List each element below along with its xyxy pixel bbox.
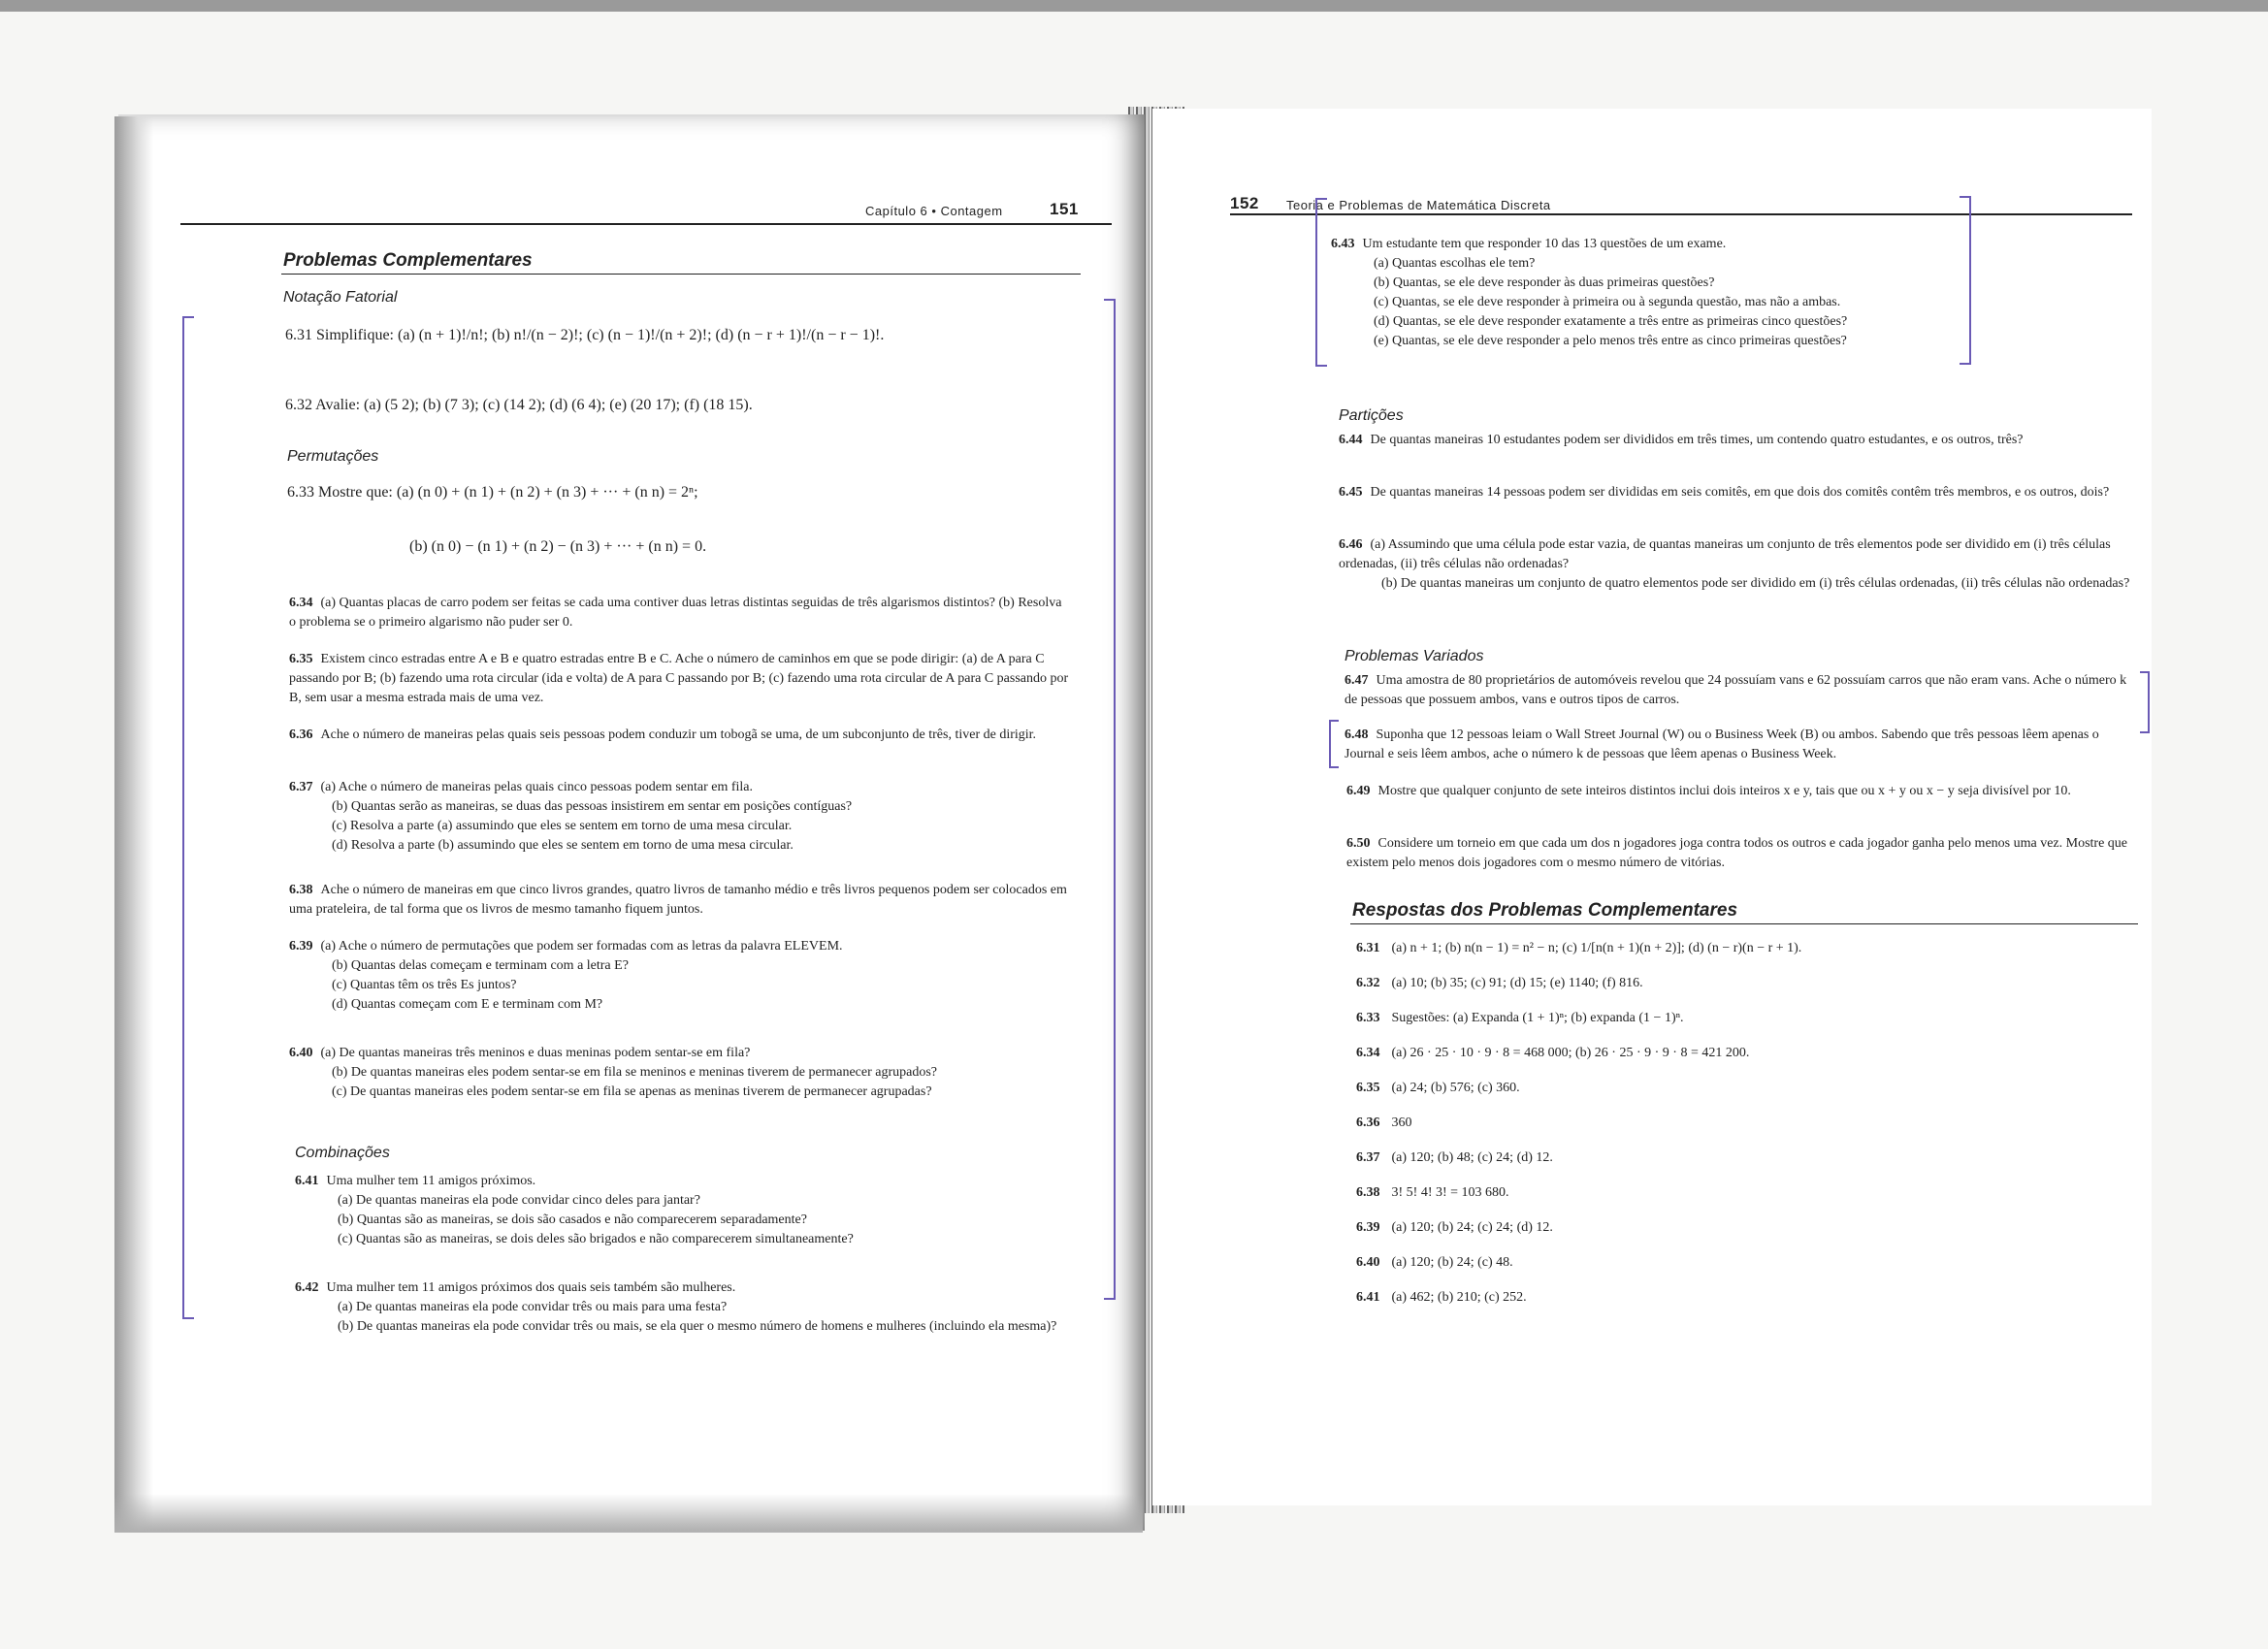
answer-number: 6.34 <box>1356 1046 1380 1060</box>
answer-row <box>1356 941 2132 956</box>
problem-6-38: 6.38 Ache o número de maneiras em que cinco livros grandes, quatro livros de tamanho médio e três livros pequenos podem ser colocados em uma prateleira, de tal forma que os livros de mesmo tamanho fiquem juntos. <box>289 883 1067 917</box>
answer-text: (a) 120; (b) 24; (c) 24; (d) 12. <box>1391 1220 1553 1235</box>
answer-text: (a) 26 · 25 · 10 · 9 · 8 = 468 000; (b) 26 · 25 · 9 · 9 · 8 = 421 200. <box>1391 1046 1750 1060</box>
answer-text: (a) 24; (b) 576; (c) 360. <box>1391 1081 1520 1095</box>
problem-6-33a: 6.33 Mostre que: (a) (n 0) + (n 1) + (n 2) + (n 3) + ··· + (n n) = 2ⁿ; <box>287 484 698 501</box>
left-page-shadow <box>114 116 153 1533</box>
answer-number: 6.40 <box>1356 1255 1380 1270</box>
problem-6-32: 6.32 Avalie: (a) (5 2); (b) (7 3); (c) (14 2); (d) (6 4); (e) (20 17); (f) (18 15). <box>285 397 753 413</box>
answer-text: 360 <box>1391 1116 1412 1130</box>
pen-bracket-648-left <box>1329 720 1339 768</box>
right-page <box>1152 109 2152 1505</box>
answer-row <box>1356 1255 2132 1271</box>
pen-bracket-right <box>1104 299 1116 1300</box>
answer-row <box>1356 1185 2132 1201</box>
left-page <box>118 114 1145 1531</box>
answers-title: Respostas dos Problemas Complementares <box>1352 900 1738 921</box>
problem-6-36: 6.36 Ache o número de maneiras pelas quais seis pessoas podem conduzir um tobogã se uma, de um subconjunto de três, tiver de dirigir. <box>289 728 1037 742</box>
sub-combinacoes: Combinações <box>295 1145 390 1161</box>
pen-bracket-643-left <box>1315 198 1327 367</box>
sub-fatorial: Notação Fatorial <box>283 289 398 306</box>
answer-text: (a) 120; (b) 24; (c) 48. <box>1391 1255 1513 1270</box>
answer-text: (a) 10; (b) 35; (c) 91; (d) 15; (e) 1140; (f) 816. <box>1391 976 1643 990</box>
sub-particoes: Partições <box>1339 407 1404 424</box>
sub-problemas-variados: Problemas Variados <box>1345 648 1484 664</box>
sub-permutacoes: Permutações <box>287 448 379 465</box>
answer-text: (a) n + 1; (b) n(n − 1) = n² − n; (c) 1/[n(n + 1)(n + 2)]; (d) (n − r)(n − r + 1). <box>1391 941 1802 955</box>
answer-row <box>1356 1011 2132 1026</box>
answer-number: 6.39 <box>1356 1220 1380 1235</box>
problem-6-31: 6.31 Simplifique: (a) (n + 1)!/n!; (b) n!/(n − 2)!; (c) (n − 1)!/(n + 2)!; (d) (n − r + 1)!/(n − r − 1)!. <box>285 327 885 343</box>
problem-6-37: 6.37 (a) Ache o número de maneiras pelas quais cinco pessoas podem sentar em fila. (b) Quantas serão as maneiras, se duas das pessoas insistirem em sentar em posições contíguas? (c) Resolva a parte (a) assumindo que eles se sentem em torno de uma mesa circular. (d) Resolva a parte (b) assumindo que eles se sentem em torno de uma mesa circular. <box>289 780 853 853</box>
right-header-rule <box>1230 213 2132 215</box>
answer-text: Sugestões: (a) Expanda (1 + 1)ⁿ; (b) expanda (1 − 1)ⁿ. <box>1391 1011 1684 1025</box>
problem-6-48: 6.48 Suponha que 12 pessoas leiam o Wall Street Journal (W) ou o Business Week (B) ou ambos. Sabendo que três pessoas lêem apenas o Journal e seis lêem ambos, ache o número k de pessoas que lêem apenas o Business Week. <box>1345 728 2099 761</box>
problem-6-42: 6.42 Uma mulher tem 11 amigos próximos dos quais seis também são mulheres. (a) De quantas maneiras ela pode convidar três ou mais para uma festa? (b) De quantas maneiras ela pode convidar três ou mais, se ela quer o mesmo número de homens e mulheres (incluindo ela mesma)? <box>295 1280 1057 1334</box>
answer-text: 3! 5! 4! 3! = 103 680. <box>1391 1185 1509 1200</box>
scan-top-band <box>0 0 2268 12</box>
problem-6-50: 6.50 Considere um torneio em que cada um dos n jogadores joga contra todos os outros e cada jogador ganha pelo menos uma vez. Mostre que existem pelo menos dois jogadores com o mesmo número de vitórias. <box>1346 836 2128 870</box>
problem-6-33b: (b) (n 0) − (n 1) + (n 2) − (n 3) + ··· + (n n) = 0. <box>409 538 707 555</box>
problem-6-34: 6.34 (a) Quantas placas de carro podem ser feitas se cada uma contiver duas letras distintas seguidas de três algarismos distintos? (b) Resolva o problema se o primeiro algarismo não puder ser 0. <box>289 596 1062 630</box>
problem-6-45: 6.45 De quantas maneiras 14 pessoas podem ser divididas em seis comitês, em que dois dos comitês contêm três membros, e os outros, dois? <box>1339 485 2110 500</box>
problem-6-35: 6.35 Existem cinco estradas entre A e B e quatro estradas entre B e C. Ache o número de caminhos em que se pode dirigir: (a) de A para C passando por B; (b) fazendo uma rota circular (ida e volta) de A para C passando por B; (c) fazendo uma rota circular de A para C passando por B, sem usar a mesma estrada mais de uma vez. <box>289 652 1069 705</box>
left-page-number: 151 <box>1050 200 1079 218</box>
pen-bracket-left <box>182 316 194 1319</box>
bottom-shadow <box>114 1494 1143 1533</box>
right-page-number: 152 <box>1230 194 1259 212</box>
answer-number: 6.38 <box>1356 1185 1380 1200</box>
left-header-rule <box>180 223 1112 225</box>
pen-bracket-648-right <box>2140 671 2150 733</box>
answer-row <box>1356 976 2132 991</box>
problem-6-43: 6.43 Um estudante tem que responder 10 das 13 questões de um exame. (a) Quantas escolhas ele tem? (b) Quantas, se ele deve responder às duas primeiras questões? (c) Quantas, se ele deve responder à primeira ou à segunda questão, mas não a ambas. (d) Quantas, se ele deve responder exatamente a três entre as primeiras cinco questões? (e) Quantas, se ele deve responder a pelo menos três entre as cinco primeiras questões? <box>1331 237 1848 348</box>
problem-6-46: 6.46 (a) Assumindo que uma célula pode estar vazia, de quantas maneiras um conjunto de três elementos pode ser dividido em (i) três células ordenadas, (ii) três células não ordenadas? (b) De quantas maneiras um conjunto de quatro elementos pode ser dividido em (i) três células ordenadas, (ii) três células não ordenadas? <box>1339 537 2130 591</box>
pen-bracket-643-right <box>1960 196 1971 365</box>
section-rule <box>281 274 1081 275</box>
answer-row <box>1356 1290 2132 1306</box>
answers-rule <box>1350 923 2138 924</box>
answer-row <box>1356 1150 2132 1166</box>
section-title: Problemas Complementares <box>283 250 533 271</box>
answer-row <box>1356 1046 2132 1061</box>
answer-text: (a) 462; (b) 210; (c) 252. <box>1391 1290 1527 1305</box>
answer-row <box>1356 1220 2132 1236</box>
problem-6-39: 6.39 (a) Ache o número de permutações que podem ser formadas com as letras da palavra ELEVEM. (b) Quantas delas começam e terminam com a letra E? (c) Quantas têm os três Es juntos? (d) Quantas começam com E e terminam com M? <box>289 939 843 1012</box>
problem-6-44: 6.44 De quantas maneiras 10 estudantes podem ser divididos em três times, um contendo quatro estudantes, e os outros, três? <box>1339 433 2024 447</box>
problem-6-41: 6.41 Uma mulher tem 11 amigos próximos. (a) De quantas maneiras ela pode convidar cinco deles para jantar? (b) Quantas são as maneiras, se dois são casados e não comparecerem separadamente? (c) Quantas são as maneiras, se dois deles são brigados e não comparecerem simultaneamente? <box>295 1174 854 1246</box>
problem-6-49: 6.49 Mostre que qualquer conjunto de sete inteiros distintos inclui dois inteiros x e y, tais que ou x + y ou x − y seja divisível por 10. <box>1346 784 2071 798</box>
answer-text: (a) 120; (b) 48; (c) 24; (d) 12. <box>1391 1150 1553 1165</box>
answer-row <box>1356 1116 2132 1131</box>
problem-6-47: 6.47 Uma amostra de 80 proprietários de automóveis revelou que 24 possuíam vans e 62 possuíam carros que não eram vans. Ache o número k de pessoas que possuem ambos, vans e outros tipos de carros. <box>1345 673 2127 707</box>
answer-number: 6.41 <box>1356 1290 1380 1305</box>
answer-number: 6.37 <box>1356 1150 1380 1165</box>
answer-number: 6.36 <box>1356 1116 1380 1130</box>
problem-6-40: 6.40 (a) De quantas maneiras três meninos e duas meninas podem sentar-se em fila? (b) De quantas maneiras eles podem sentar-se em fila se meninos e meninas tiverem de permanecer agrupados? (c) De quantas maneiras eles podem sentar-se em fila se apenas as meninas tiverem de permanecer agrupadas? <box>289 1046 938 1099</box>
right-header-title: Teoria e Problemas de Matemática Discreta <box>1286 198 1551 212</box>
answer-number: 6.32 <box>1356 976 1380 990</box>
answer-number: 6.35 <box>1356 1081 1380 1095</box>
left-header-chapter: Capítulo 6 • Contagem <box>865 204 1003 218</box>
answer-number: 6.33 <box>1356 1011 1380 1025</box>
answer-number: 6.31 <box>1356 941 1380 955</box>
answer-row <box>1356 1081 2132 1096</box>
